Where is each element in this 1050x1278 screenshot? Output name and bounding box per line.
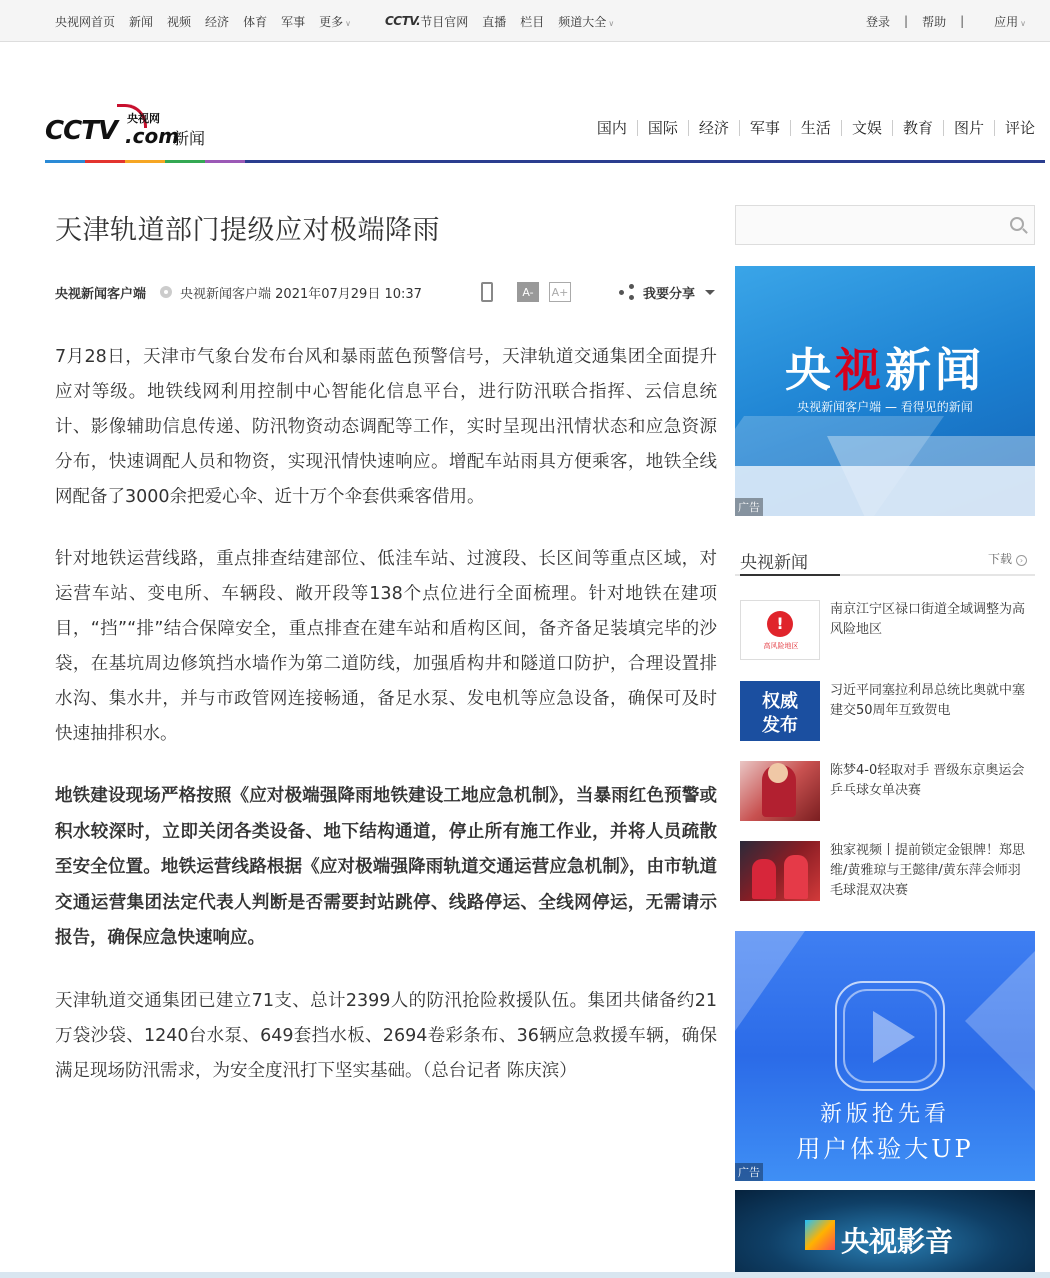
top-link-program-site[interactable]: 节目官网 xyxy=(420,14,469,29)
news-headline[interactable]: 独家视频丨提前锁定金银牌！郑思维/黄雅琼与王懿律/黄东萍会师羽毛球混双决赛 xyxy=(830,843,1026,898)
color-bar-segment xyxy=(245,160,1045,163)
search-box[interactable] xyxy=(735,205,1035,245)
ad-line1: 新版抢先看 xyxy=(819,1102,950,1127)
article-meta xyxy=(55,280,715,304)
section-underline xyxy=(740,574,840,576)
sidebar-section-header xyxy=(735,540,1035,576)
article-tools xyxy=(481,280,715,304)
channels-label: 频道大全 xyxy=(558,14,607,29)
top-link-video[interactable]: 视频 xyxy=(167,14,192,29)
article-paragraph: 地铁建设现场严格按照《应对极端强降雨地铁建设工地应急机制》，当暴雨红色预警或积水较深时，立即关闭各类设备、地下结构通道，停止所有施工作业，并将人员疏散至安全位置。地铁运营线路根据《应对极端强降雨轨道交通运营应急机制》，由市轨道交通运营集团法定代表人判断是否需要封站跳停、线路停运、全线网停运，无需请示报告，确保应急快速响应。 xyxy=(55,786,717,948)
cctv-news-logo[interactable] xyxy=(45,104,215,148)
sidebar-section-title: 央视新闻 xyxy=(740,553,808,573)
new-version-ad-banner[interactable] xyxy=(735,931,1035,1181)
ad-tag: 广告 xyxy=(735,1163,763,1181)
top-link-home[interactable]: 央视网首页 xyxy=(55,14,116,29)
font-decrease-button[interactable]: A- xyxy=(517,282,539,302)
cctv-mini-logo[interactable]: CCTV. xyxy=(384,14,421,28)
article-dateline: 央视新闻客户端 2021年07月29日 10:37 xyxy=(180,286,422,302)
nav-domestic[interactable]: 国内 xyxy=(596,119,627,137)
sidebar-news-item[interactable] xyxy=(740,841,1035,901)
article-title: 天津轨道部门提级应对极端降雨 xyxy=(55,215,440,246)
top-link-columns[interactable]: 栏目 xyxy=(520,14,545,29)
thumbnail-figure xyxy=(752,859,776,899)
nav-comment[interactable]: 评论 xyxy=(994,120,1045,136)
share-icon[interactable] xyxy=(619,284,635,300)
cctv-news-ad-banner[interactable] xyxy=(735,266,1035,516)
more-label: 更多 xyxy=(319,14,344,29)
top-bar xyxy=(0,0,1050,42)
top-nav-right xyxy=(866,0,1026,42)
play-icon xyxy=(873,1011,915,1063)
share-button[interactable]: 我要分享 xyxy=(642,286,695,302)
alert-icon: ! xyxy=(767,611,793,637)
thumbnail-line1: 权威 xyxy=(762,691,798,712)
ad-headline-b: 新闻 xyxy=(885,343,985,397)
color-bar-segment xyxy=(45,160,85,163)
chevron-down-icon: ∨ xyxy=(345,18,351,28)
sidebar-news-item[interactable] xyxy=(740,681,1035,741)
cctv-video-ad-banner[interactable] xyxy=(735,1190,1035,1278)
top-link-economy[interactable]: 经济 xyxy=(205,14,230,29)
top-link-military[interactable]: 军事 xyxy=(281,14,306,29)
ad-tag: 广告 xyxy=(735,498,763,516)
ad-text: 央视影音 xyxy=(841,1225,954,1258)
top-link-live[interactable]: 直播 xyxy=(482,14,507,29)
ad-shape xyxy=(965,951,1035,1091)
help-link[interactable]: 帮助 xyxy=(922,14,947,29)
top-link-news[interactable]: 新闻 xyxy=(129,14,154,29)
search-icon[interactable] xyxy=(1010,217,1024,231)
nav-military[interactable]: 军事 xyxy=(739,120,790,136)
chevron-down-icon: ∨ xyxy=(608,18,615,28)
news-thumbnail[interactable] xyxy=(740,841,820,901)
divider: | xyxy=(904,14,909,28)
login-link[interactable]: 登录 xyxy=(866,14,891,29)
ad-subtitle: 央视新闻客户端 — 看得见的新闻 xyxy=(797,400,973,414)
sidebar-news-item[interactable] xyxy=(740,761,1035,821)
color-bar-segment xyxy=(205,160,245,163)
nav-entertainment[interactable]: 文娱 xyxy=(841,120,892,136)
news-headline[interactable]: 南京江宁区禄口街道全域调整为高风险地区 xyxy=(830,602,1026,637)
article-body xyxy=(55,340,717,1116)
news-headline[interactable]: 习近平同塞拉利昂总统比奥就中塞建交50周年互致贺电 xyxy=(830,683,1026,718)
header-color-bar xyxy=(45,160,1045,163)
source-icon xyxy=(160,286,172,298)
thumbnail-line2: 发布 xyxy=(762,715,798,736)
ad-shape xyxy=(735,466,1035,516)
ad-headline-a: 央视 xyxy=(785,343,885,397)
mobile-icon[interactable] xyxy=(481,282,493,302)
thumbnail-label: 高风险地区 xyxy=(763,642,799,650)
top-link-sports[interactable]: 体育 xyxy=(243,14,268,29)
top-link-more[interactable] xyxy=(319,13,365,30)
logo-com-text: .com xyxy=(125,124,180,148)
article-paragraph: 天津轨道交通集团已建立71支、总计2399人的防汛抢险救援队伍。集团共储备约21万袋沙袋、1240台水泵、649套挡水板、2694卷彩条布、36辆应急救援车辆，确保满足现场防汛需求，为安全度汛打下坚实基础。（总台记者 陈庆滨） xyxy=(55,990,717,1081)
article-paragraph: 针对地铁运营线路，重点排查结建部位、低洼车站、过渡段、长区间等重点区域，对运营车站、变电所、车辆段、敞开段等138个点位进行全面梳理。针对地铁在建项目，“挡”“排”结合保障安全，重点排查在建车站和盾构区间，备齐备足装填完毕的沙袋，在基坑周边修筑挡水墙作为第二道防线，加强盾构井和隧道口防护，合理设置排水沟、集水井，并与市政管网连接畅通，备足水泵、发电机等应急设备，确保可及时快速抽排积水。 xyxy=(55,549,717,744)
apps-link[interactable] xyxy=(994,13,1026,30)
cctv-video-logo-icon xyxy=(805,1220,835,1250)
apps-label: 应用 xyxy=(994,14,1019,29)
download-label: 下载 xyxy=(987,552,1012,566)
color-bar-segment xyxy=(85,160,125,163)
ad-shape xyxy=(735,931,805,1031)
chevron-right-icon: › xyxy=(1016,555,1027,566)
download-link[interactable] xyxy=(988,550,1027,567)
font-increase-button[interactable]: A+ xyxy=(549,282,571,302)
divider: | xyxy=(960,14,965,28)
top-nav-left xyxy=(55,0,642,42)
news-headline[interactable]: 陈梦4-0轻取对手 晋级东京奥运会乒乓球女单决赛 xyxy=(830,763,1025,798)
sidebar-news-item[interactable] xyxy=(740,600,1035,660)
site-header xyxy=(45,98,1045,164)
thumbnail-figure xyxy=(768,763,788,783)
logo-cctv-text: CCTV xyxy=(45,116,118,146)
news-thumbnail[interactable] xyxy=(740,600,820,660)
nav-life[interactable]: 生活 xyxy=(790,120,841,136)
nav-economy[interactable]: 经济 xyxy=(688,120,739,136)
ad-headline-red: 视 xyxy=(835,343,885,397)
article-paragraph: 7月28日，天津市气象台发布台风和暴雨蓝色预警信号，天津轨道交通集团全面提升应对等级。地铁线网利用控制中心智能化信息平台，进行防汛联合指挥、云信息统计、影像辅助信息传递、防汛物资动态调配等工作，实时呈现出汛情状态和应急资源分布，快速调配人员和物资，实现汛情快速响应。增配车站雨具方便乘客，地铁全线网配备了3000余把爱心伞、近十万个伞套供乘客借用。 xyxy=(55,347,717,507)
ad-headline xyxy=(735,334,1035,400)
main-nav xyxy=(587,120,1045,136)
logo-cn-text: 央视网 xyxy=(127,112,160,125)
page-bottom-band xyxy=(0,1272,1050,1278)
logo-news-text: 新闻 xyxy=(173,129,206,148)
news-thumbnail[interactable] xyxy=(740,681,820,741)
top-link-channels[interactable] xyxy=(558,13,628,30)
caret-down-icon[interactable] xyxy=(705,290,715,295)
color-bar-segment xyxy=(165,160,205,163)
color-bar-segment xyxy=(125,160,165,163)
chevron-down-icon: ∨ xyxy=(1020,18,1026,28)
news-thumbnail[interactable] xyxy=(740,761,820,821)
thumbnail-figure xyxy=(784,855,808,899)
article-source: 央视新闻客户端 xyxy=(55,286,147,302)
nav-education[interactable]: 教育 xyxy=(892,120,943,136)
ad-line2: 用户体验大UP xyxy=(796,1135,974,1163)
nav-international[interactable]: 国际 xyxy=(637,120,688,136)
nav-pictures[interactable]: 图片 xyxy=(943,120,994,136)
